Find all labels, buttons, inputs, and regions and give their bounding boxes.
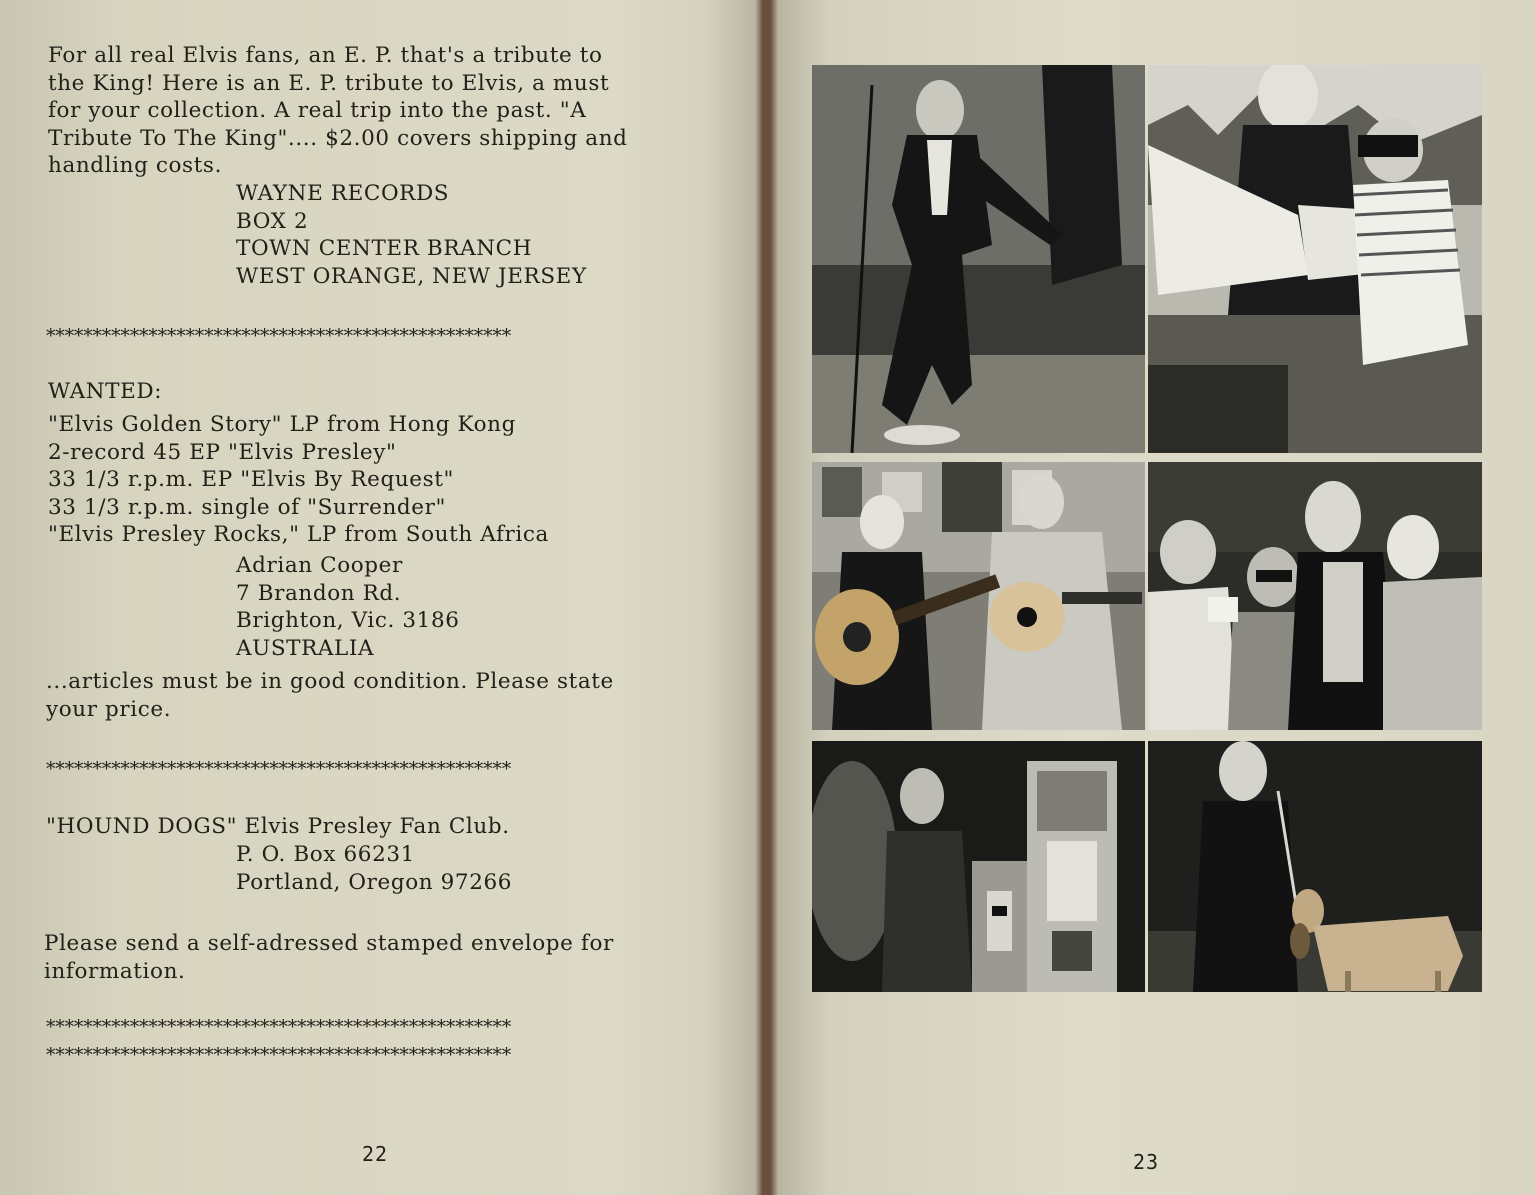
address-line: 7 Brandon Rd. xyxy=(236,580,402,606)
wayne-records-address xyxy=(48,180,728,290)
address-line: BOX 2 xyxy=(236,208,309,234)
wanted-item: 2-record 45 EP "Elvis Presley" xyxy=(48,439,397,465)
wanted-note xyxy=(46,668,726,723)
page-number-left: 22 xyxy=(362,1142,389,1166)
address-line: Adrian Cooper xyxy=(236,553,403,578)
address-line: AUSTRALIA xyxy=(236,635,375,661)
wanted-item: 33 1/3 r.p.m. EP "Elvis By Request" xyxy=(48,467,454,492)
address-line: TOWN CENTER BRANCH xyxy=(236,236,533,261)
left-page xyxy=(0,0,760,1195)
wanted-item: "Elvis Presley Rocks," LP from South Africa xyxy=(48,522,549,547)
fanclub-note xyxy=(44,930,724,985)
adrian-cooper-address xyxy=(48,552,728,662)
wanted-item: 33 1/3 r.p.m. single of "Surrender" xyxy=(48,494,446,520)
address-line: WEST ORANGE, NEW JERSEY xyxy=(236,263,587,289)
photo-jukebox xyxy=(812,741,1145,992)
intro-line: handling costs. xyxy=(48,153,222,178)
star-divider: ************************************************** xyxy=(46,758,512,780)
wanted-item: "Elvis Golden Story" LP from Hong Kong xyxy=(48,412,516,437)
address-line: Portland, Oregon 97266 xyxy=(236,869,513,895)
note-line: ...articles must be in good condition. Please state xyxy=(46,669,614,694)
star-divider: ************************************************** xyxy=(46,1044,512,1066)
fanclub-line: "HOUND DOGS" Elvis Presley Fan Club. xyxy=(46,814,510,839)
page-number-right: 23 xyxy=(1133,1150,1160,1174)
address-line: WAYNE RECORDS xyxy=(236,181,450,206)
photo-reading-sheet-music xyxy=(1148,65,1482,453)
note-line: your price. xyxy=(46,696,172,722)
intro-line: for your collection. A real trip into the past. "A xyxy=(48,98,587,123)
wanted-heading: WANTED: xyxy=(48,379,163,404)
photo-with-fans xyxy=(1148,462,1482,730)
photo-guitars xyxy=(812,462,1145,730)
note-line: Please send a self-adressed stamped envelope for xyxy=(44,931,614,956)
photo-hound-dog xyxy=(1148,741,1482,992)
intro-line: the King! Here is an E. P. tribute to Elvis, a must xyxy=(48,70,610,96)
star-divider: ************************************************** xyxy=(46,325,512,347)
intro-line: Tribute To The King".... $2.00 covers shipping and xyxy=(48,125,628,151)
note-line: information. xyxy=(44,958,186,984)
fanclub-address xyxy=(48,841,728,896)
intro-paragraph xyxy=(48,42,728,180)
photo-collage xyxy=(812,65,1482,992)
photo-stage-performance xyxy=(812,65,1145,453)
wanted-list xyxy=(48,411,728,549)
address-line: Brighton, Vic. 3186 xyxy=(236,608,460,633)
star-divider: ************************************************** xyxy=(46,1016,512,1038)
intro-line: For all real Elvis fans, an E. P. that's a tribute to xyxy=(48,43,603,68)
address-line: P. O. Box 66231 xyxy=(236,842,415,867)
